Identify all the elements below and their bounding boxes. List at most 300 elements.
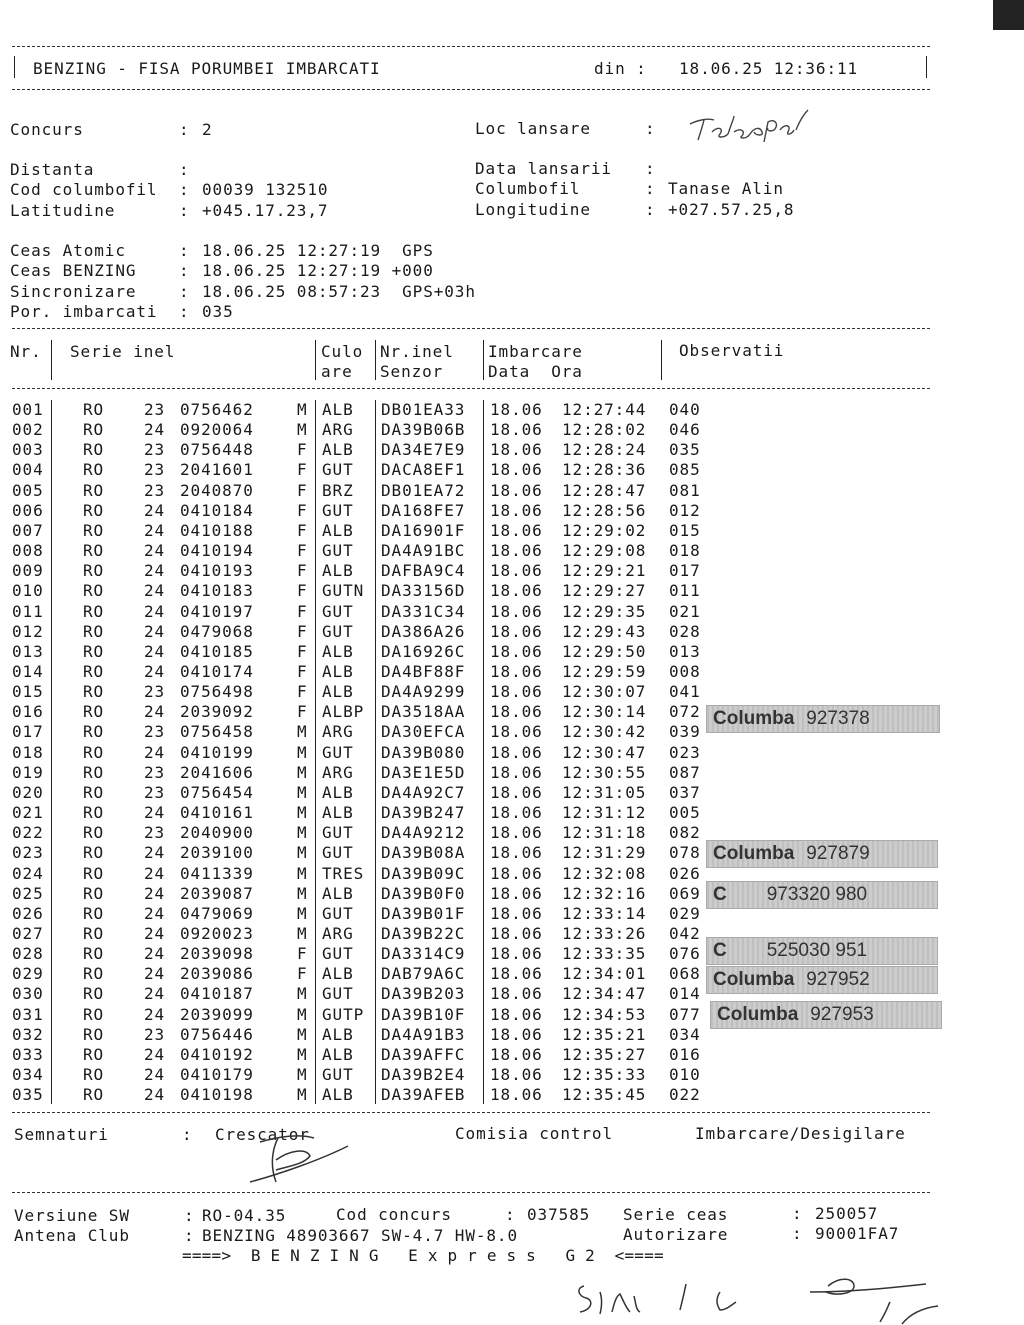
cell-culoare: ARG (322, 722, 354, 742)
cell-culoare: GUT (322, 500, 354, 520)
cell-an: 24 (144, 662, 166, 681)
cell-obs: 011 (669, 581, 701, 601)
colon: : (179, 241, 190, 260)
table-row (0, 561, 1024, 581)
col-culoare-header-2: are (321, 362, 353, 381)
cell-senzor: DA168FE7 (381, 500, 466, 520)
cell-culoare: ALB (322, 440, 354, 460)
table-row (0, 581, 1024, 601)
cell-sex: M (297, 782, 308, 802)
cell-tara: RO (83, 541, 105, 560)
cell-obs: 035 (669, 440, 701, 460)
cell-senzor: DA39B06B (381, 420, 466, 440)
cell-tara: RO (83, 1004, 105, 1024)
cell-tara: RO (83, 440, 105, 460)
cell-nr: 001 (12, 400, 44, 419)
cell-senzor: DA4A9212 (381, 823, 466, 843)
cell-ora: 12:27:44 (562, 400, 647, 419)
header-date-label: din : (594, 59, 647, 78)
cell-senzor: DA39B080 (381, 742, 466, 762)
cell-nr: 029 (12, 964, 44, 984)
cell-ora: 12:29:08 (562, 541, 647, 560)
cell-data: 18.06 (490, 883, 543, 903)
cell-ora: 12:29:02 (562, 520, 647, 540)
cell-inel: 0479069 (180, 903, 254, 923)
cell-senzor: DA30EFCA (381, 722, 466, 742)
cell-obs: 018 (669, 541, 701, 560)
cell-tara: RO (83, 520, 105, 540)
cell-obs: 039 (669, 722, 701, 742)
cell-inel: 2039086 (180, 964, 254, 984)
cell-sex: M (297, 400, 308, 419)
cell-sex: F (297, 500, 308, 520)
cell-nr: 011 (12, 601, 44, 621)
cell-nr: 012 (12, 621, 44, 641)
cell-senzor: DA39B247 (381, 803, 466, 822)
cell-an: 24 (144, 883, 166, 903)
cell-culoare: ARG (322, 420, 354, 440)
cell-inel: 2040870 (180, 480, 254, 500)
cell-culoare: GUT (322, 984, 354, 1004)
cell-an: 24 (144, 984, 166, 1004)
cell-nr: 005 (12, 480, 44, 500)
cell-ora: 12:28:56 (562, 500, 647, 520)
cell-obs: 046 (669, 420, 701, 440)
colon: : (179, 120, 190, 139)
cod-columbofil-label: Cod columbofil (10, 180, 158, 199)
cell-tara: RO (83, 662, 105, 681)
cell-nr: 002 (12, 420, 44, 440)
cell-data: 18.06 (490, 964, 543, 984)
cell-tara: RO (83, 601, 105, 621)
cell-obs: 085 (669, 460, 701, 480)
cell-nr: 015 (12, 682, 44, 702)
table-row (0, 622, 1024, 642)
cell-an: 23 (144, 460, 166, 480)
cell-nr: 014 (12, 662, 44, 681)
cell-senzor: DACA8EF1 (381, 460, 466, 480)
cell-sex: M (297, 984, 308, 1004)
colon: : (792, 1224, 803, 1243)
cell-data: 18.06 (490, 1044, 543, 1064)
cell-nr: 019 (12, 762, 44, 782)
cell-sex: F (297, 561, 308, 581)
table-row (0, 541, 1024, 561)
cell-culoare: ALB (322, 561, 354, 581)
cell-sex: M (297, 1004, 308, 1024)
cell-sex: M (297, 1064, 308, 1084)
sincronizare-value: 18.06.25 08:57:23 GPS+03h (202, 282, 476, 301)
cell-ora: 12:29:43 (562, 621, 647, 641)
cell-senzor: DA4A92C7 (381, 782, 466, 802)
cell-nr: 010 (12, 581, 44, 601)
cell-tara: RO (83, 420, 105, 440)
colon: : (179, 201, 190, 220)
cell-data: 18.06 (490, 742, 543, 762)
cell-obs: 022 (669, 1085, 701, 1105)
cell-inel: 2039099 (180, 1004, 254, 1024)
table-row (0, 642, 1024, 662)
cell-data: 18.06 (490, 561, 543, 581)
cell-data: 18.06 (490, 903, 543, 923)
cell-ora: 12:33:35 (562, 944, 647, 963)
cell-sex: M (297, 420, 308, 440)
cell-sex: F (297, 460, 308, 480)
cell-tara: RO (83, 480, 105, 500)
footer-top-rule (12, 1192, 930, 1193)
cell-an: 24 (144, 863, 166, 883)
cell-ora: 12:30:14 (562, 702, 647, 722)
cell-tara: RO (83, 1044, 105, 1064)
cell-nr: 003 (12, 440, 44, 460)
cell-culoare: ALB (322, 964, 354, 984)
cell-culoare: GUT (322, 1064, 354, 1084)
column-divider (375, 400, 376, 1104)
table-row (0, 763, 1024, 783)
cell-inel: 0410184 (180, 500, 254, 520)
comisia-control-label: Comisia control (455, 1124, 613, 1143)
ring-sticker: C 973320 980 (706, 881, 938, 909)
cell-nr: 034 (12, 1064, 44, 1084)
header-divider (375, 340, 376, 380)
cell-data: 18.06 (490, 400, 543, 419)
cell-inel: 0410174 (180, 662, 254, 681)
cell-ora: 12:31:05 (562, 782, 647, 802)
cell-data: 18.06 (490, 923, 543, 943)
cell-obs: 010 (669, 1064, 701, 1084)
cell-tara: RO (83, 1085, 105, 1105)
cell-obs: 077 (669, 1004, 701, 1024)
header-left-bar (14, 56, 15, 78)
cell-ora: 12:31:29 (562, 843, 647, 863)
cell-ora: 12:28:36 (562, 460, 647, 480)
cell-ora: 12:35:45 (562, 1085, 647, 1105)
cod-columbofil-value: 00039 132510 (202, 180, 329, 199)
cell-culoare: GUT (322, 601, 354, 621)
colon: : (645, 179, 656, 198)
colon: : (179, 160, 190, 179)
cell-data: 18.06 (490, 662, 543, 681)
ring-sticker: Columba 927952 (706, 966, 938, 994)
cell-obs: 012 (669, 500, 701, 520)
cell-an: 23 (144, 440, 166, 460)
cell-inel: 0756454 (180, 782, 254, 802)
cell-culoare: TRES (322, 863, 365, 883)
cell-obs: 026 (669, 863, 701, 883)
cell-culoare: BRZ (322, 480, 354, 500)
colon: : (645, 119, 656, 138)
table-row (0, 440, 1024, 460)
data-lansarii-label: Data lansarii (475, 159, 612, 178)
table-top-rule (12, 328, 930, 329)
cell-culoare: ARG (322, 762, 354, 782)
cell-obs: 015 (669, 520, 701, 540)
cell-culoare: ALB (322, 1044, 354, 1064)
cell-tara: RO (83, 1024, 105, 1044)
table-row (0, 743, 1024, 763)
cell-ora: 12:29:35 (562, 601, 647, 621)
cell-culoare: GUT (322, 541, 354, 560)
cell-data: 18.06 (490, 601, 543, 621)
table-row (0, 400, 1024, 420)
cell-obs: 017 (669, 561, 701, 581)
cell-nr: 035 (12, 1085, 44, 1105)
cell-ora: 12:32:16 (562, 883, 647, 903)
cell-an: 23 (144, 762, 166, 782)
cell-senzor: DA331C34 (381, 601, 466, 621)
cell-an: 23 (144, 682, 166, 702)
cell-obs: 029 (669, 903, 701, 923)
cell-an: 24 (144, 561, 166, 581)
longitudine-label: Longitudine (475, 200, 591, 219)
cell-inel: 0756498 (180, 682, 254, 702)
cell-an: 24 (144, 903, 166, 923)
cell-ora: 12:29:59 (562, 662, 647, 681)
col-nrinel-header-2: Senzor (380, 362, 444, 381)
cell-inel: 2041606 (180, 762, 254, 782)
cell-an: 24 (144, 1064, 166, 1084)
colon: : (792, 1204, 803, 1223)
cell-an: 24 (144, 702, 166, 722)
cell-an: 23 (144, 480, 166, 500)
column-divider (483, 400, 484, 1104)
imbarcare-desigilare-label: Imbarcare/Desigilare (695, 1124, 906, 1143)
por-imbarcati-value: 035 (202, 302, 234, 321)
cell-culoare: GUT (322, 823, 354, 843)
cell-ora: 12:29:27 (562, 581, 647, 601)
cell-inel: 0410199 (180, 742, 254, 762)
cell-culoare: ALB (322, 520, 354, 540)
cell-senzor: DA4A9299 (381, 682, 466, 702)
cell-ora: 12:34:01 (562, 964, 647, 984)
cell-ora: 12:34:53 (562, 1004, 647, 1024)
cell-nr: 018 (12, 742, 44, 762)
cell-obs: 087 (669, 762, 701, 782)
cell-sex: M (297, 843, 308, 863)
concurs-value: 2 (202, 120, 213, 139)
autorizare-value: 90001FA7 (815, 1224, 900, 1243)
cell-tara: RO (83, 702, 105, 722)
cell-inel: 0410193 (180, 561, 254, 581)
table-row (0, 420, 1024, 440)
ceas-benzing-value: 18.06.25 12:27:19 +000 (202, 261, 434, 280)
cell-sex: F (297, 944, 308, 963)
cell-data: 18.06 (490, 843, 543, 863)
cell-senzor: DA34E7E9 (381, 440, 466, 460)
ring-sticker: C 525030 951 (706, 937, 938, 965)
cell-nr: 009 (12, 561, 44, 581)
cell-data: 18.06 (490, 702, 543, 722)
crescator-signature (220, 1120, 360, 1200)
cell-sex: M (297, 883, 308, 903)
cell-culoare: GUT (322, 742, 354, 762)
cell-ora: 12:31:18 (562, 823, 647, 843)
colon: : (179, 180, 190, 199)
cell-data: 18.06 (490, 803, 543, 822)
cell-senzor: DA4A91BC (381, 541, 466, 560)
cell-data: 18.06 (490, 420, 543, 440)
colon: : (505, 1205, 516, 1224)
cell-an: 24 (144, 1085, 166, 1105)
cell-ora: 12:35:33 (562, 1064, 647, 1084)
cell-ora: 12:30:07 (562, 682, 647, 702)
cell-senzor: DA39AFEB (381, 1085, 466, 1105)
table-row (0, 1045, 1024, 1065)
cell-an: 24 (144, 964, 166, 984)
cell-data: 18.06 (490, 460, 543, 480)
col-culoare-header-1: Culo (321, 342, 364, 361)
cell-obs: 034 (669, 1024, 701, 1044)
cell-an: 23 (144, 782, 166, 802)
bottom-signatures (570, 1262, 970, 1325)
cell-senzor: DA39B01F (381, 903, 466, 923)
cell-sex: M (297, 923, 308, 943)
cell-nr: 004 (12, 460, 44, 480)
cell-nr: 006 (12, 500, 44, 520)
cell-culoare: ALB (322, 1085, 354, 1105)
colon: : (645, 159, 656, 178)
cell-data: 18.06 (490, 782, 543, 802)
loc-lansare-label: Loc lansare (475, 119, 591, 138)
cell-tara: RO (83, 460, 105, 480)
cell-obs: 042 (669, 923, 701, 943)
col-imbarcare-header-2: Data Ora (488, 362, 583, 381)
cell-data: 18.06 (490, 581, 543, 601)
cell-tara: RO (83, 561, 105, 581)
header-divider (483, 340, 484, 380)
cell-obs: 023 (669, 742, 701, 762)
cell-an: 24 (144, 944, 166, 963)
autorizare-label: Autorizare (623, 1225, 729, 1244)
cell-tara: RO (83, 923, 105, 943)
cell-data: 18.06 (490, 440, 543, 460)
cell-senzor: DA39B0F0 (381, 883, 466, 903)
colon: : (182, 1125, 193, 1144)
cell-inel: 0410194 (180, 541, 254, 560)
cell-ora: 12:29:50 (562, 641, 647, 661)
cell-sex: M (297, 823, 308, 843)
cod-concurs-label: Cod concurs (336, 1205, 452, 1224)
cell-an: 24 (144, 1044, 166, 1064)
cell-culoare: ALB (322, 662, 354, 681)
table-row (0, 602, 1024, 622)
ceas-atomic-value: 18.06.25 12:27:19 GPS (202, 241, 434, 260)
cell-culoare: ALB (322, 782, 354, 802)
cell-an: 24 (144, 742, 166, 762)
cell-tara: RO (83, 400, 105, 419)
cell-inel: 0410179 (180, 1064, 254, 1084)
cell-nr: 028 (12, 944, 44, 963)
cell-nr: 021 (12, 803, 44, 822)
cell-sex: F (297, 641, 308, 661)
cell-obs: 005 (669, 803, 701, 822)
cell-obs: 082 (669, 823, 701, 843)
por-imbarcati-label: Por. imbarcati (10, 302, 158, 321)
cell-inel: 0410188 (180, 520, 254, 540)
cell-data: 18.06 (490, 722, 543, 742)
cell-tara: RO (83, 762, 105, 782)
concurs-label: Concurs (10, 120, 84, 139)
cell-nr: 030 (12, 984, 44, 1004)
latitudine-value: +045.17.23,7 (202, 201, 329, 220)
cell-culoare: ARG (322, 923, 354, 943)
cell-an: 24 (144, 1004, 166, 1024)
cell-tara: RO (83, 641, 105, 661)
cell-culoare: ALB (322, 682, 354, 702)
cell-senzor: DA39B10F (381, 1004, 466, 1024)
cell-senzor: DA39B08A (381, 843, 466, 863)
cell-inel: 0410198 (180, 1085, 254, 1105)
cell-obs: 069 (669, 883, 701, 903)
cell-nr: 033 (12, 1044, 44, 1064)
cell-inel: 0411339 (180, 863, 254, 883)
cell-tara: RO (83, 722, 105, 742)
cell-culoare: GUT (322, 903, 354, 923)
cell-obs: 008 (669, 662, 701, 681)
cell-an: 23 (144, 1024, 166, 1044)
cell-an: 24 (144, 601, 166, 621)
cell-nr: 025 (12, 883, 44, 903)
cell-inel: 0410185 (180, 641, 254, 661)
cell-inel: 2039098 (180, 944, 254, 963)
cell-sex: M (297, 722, 308, 742)
cell-inel: 2039100 (180, 843, 254, 863)
cell-inel: 0410161 (180, 803, 254, 822)
cell-culoare: ALB (322, 641, 354, 661)
cell-ora: 12:30:55 (562, 762, 647, 782)
cell-sex: F (297, 581, 308, 601)
cell-culoare: GUT (322, 460, 354, 480)
signature-top-rule (12, 1112, 930, 1113)
cell-obs: 076 (669, 944, 701, 963)
ring-sticker: Columba 927953 (710, 1001, 942, 1029)
versiune-sw-label: Versiune SW (14, 1206, 130, 1225)
cell-tara: RO (83, 742, 105, 762)
cell-senzor: DB01EA33 (381, 400, 466, 419)
header-divider (51, 340, 52, 380)
cell-data: 18.06 (490, 480, 543, 500)
colon: : (179, 302, 190, 321)
cell-obs: 068 (669, 964, 701, 984)
cell-an: 23 (144, 400, 166, 419)
cell-nr: 007 (12, 520, 44, 540)
cell-ora: 12:35:21 (562, 1024, 647, 1044)
cell-sex: F (297, 621, 308, 641)
antena-club-value: BENZING 48903667 SW-4.7 HW-8.0 (202, 1226, 518, 1245)
cell-data: 18.06 (490, 520, 543, 540)
cell-senzor: DA39B203 (381, 984, 466, 1004)
cell-senzor: DA39AFFC (381, 1044, 466, 1064)
cell-sex: M (297, 762, 308, 782)
cell-senzor: DA16926C (381, 641, 466, 661)
scan-edge-mark (993, 0, 1024, 30)
column-divider (315, 400, 316, 1104)
cell-inel: 2040900 (180, 823, 254, 843)
cell-inel: 0920064 (180, 420, 254, 440)
header-date-value: 18.06.25 12:36:11 (679, 59, 859, 78)
cell-sex: F (297, 541, 308, 560)
cell-data: 18.06 (490, 1024, 543, 1044)
colon: : (184, 1226, 195, 1245)
cell-senzor: DB01EA72 (381, 480, 466, 500)
cell-obs: 028 (669, 621, 701, 641)
cell-an: 24 (144, 420, 166, 440)
cell-ora: 12:29:21 (562, 561, 647, 581)
cell-ora: 12:30:47 (562, 742, 647, 762)
cell-culoare: GUTP (322, 1004, 365, 1024)
cell-ora: 12:28:24 (562, 440, 647, 460)
header-bottom-rule (12, 89, 930, 90)
